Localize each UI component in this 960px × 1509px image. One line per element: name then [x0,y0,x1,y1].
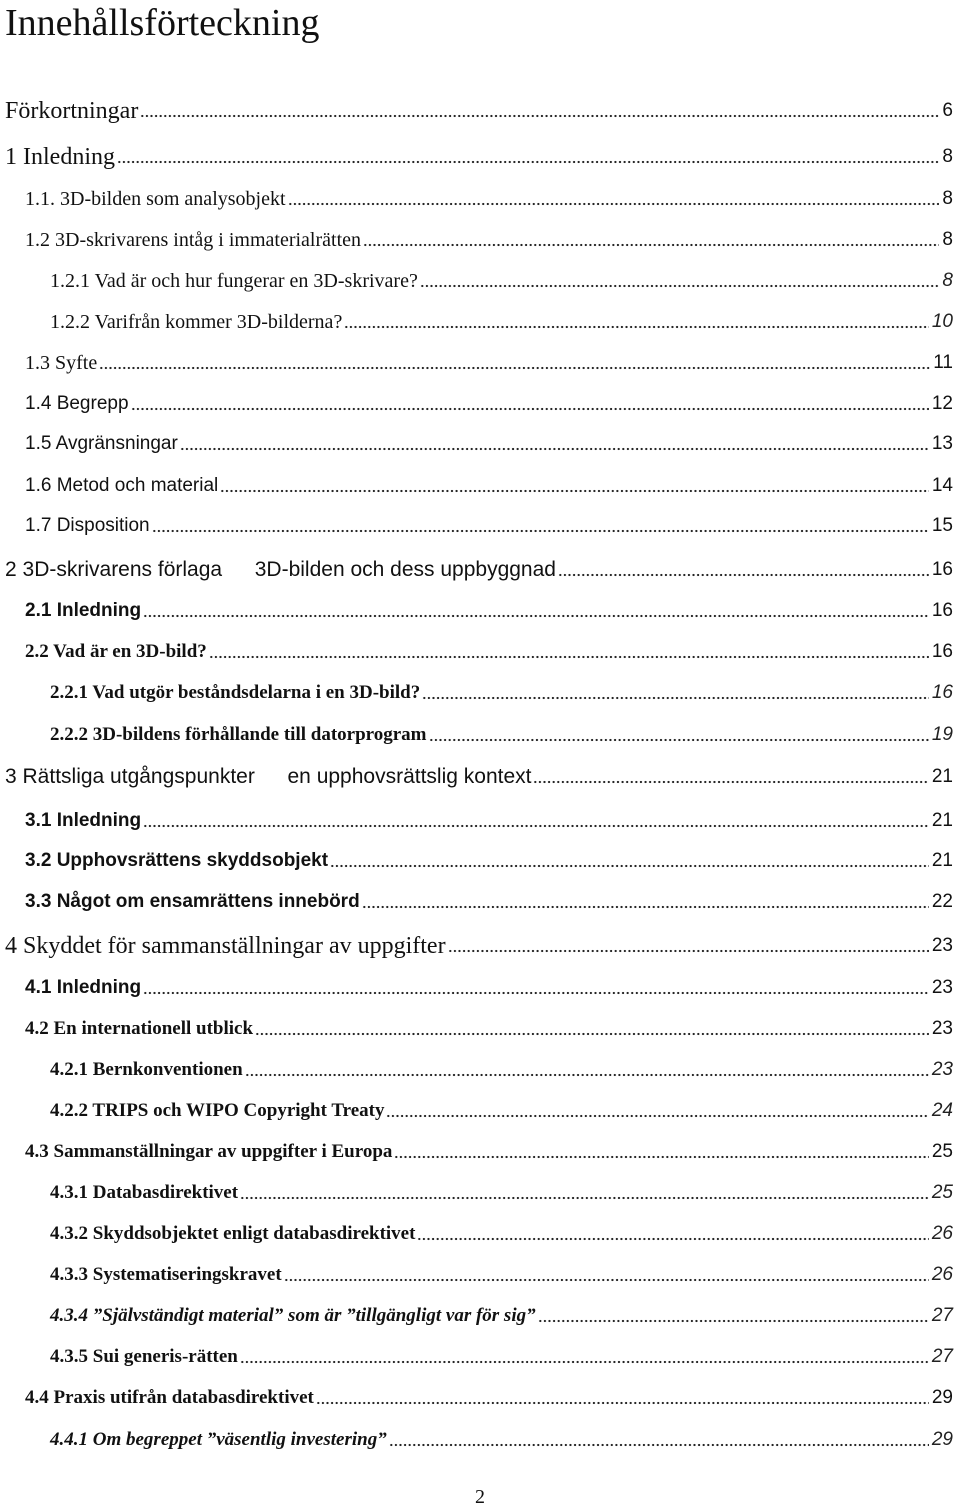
toc-entry-title: 4.2.1 Bernkonventionen [50,1059,243,1080]
toc-dot-leader [389,1425,929,1455]
toc-dot-leader [143,973,929,1003]
toc-dot-leader [330,846,929,876]
toc-entry-title: 3.3 Något om ensamrättens innebörd [25,891,360,912]
toc-entry [25,846,953,876]
toc-entry [50,1055,953,1085]
toc-dot-leader [245,1055,929,1085]
toc-dot-leader [420,266,940,296]
toc-dot-leader [99,348,930,378]
toc-entry-title: Förkortningar [5,98,139,124]
toc-dot-leader [429,720,929,750]
toc-entry-title: 1.4 Begrepp [25,393,129,414]
toc-entry-title: 4.1 Inledning [25,977,142,998]
toc-dot-leader [363,225,939,255]
toc-dot-leader [140,96,939,126]
toc-entry-page: 13 [931,433,953,454]
toc-dot-leader [143,596,929,626]
toc-dot-leader [558,555,929,585]
toc-entry [25,348,953,378]
toc-entry-page: 10 [931,311,953,332]
toc-entry-title: 4.4.1 Om begreppet ”väsentlig investering” [50,1429,387,1450]
toc-entry [25,1383,953,1413]
toc-entry [50,678,953,708]
toc-dot-leader [152,511,929,541]
toc-entry-title: 1.6 Metod och material [25,475,219,496]
toc-entry-page: 27 [931,1346,953,1367]
toc-entry-title: 1.5 Avgränsningar [25,433,178,454]
toc-dot-leader [316,1383,929,1413]
toc-dot-leader [448,931,929,961]
toc-dot-leader [284,1260,929,1290]
toc-entry [5,762,953,792]
toc-entry-title: 1.1. 3D-bilden som analysobjekt [25,188,286,210]
toc-entry [25,1137,953,1167]
toc-entry [50,307,953,337]
toc-entry [25,511,953,541]
toc-entry [25,596,953,626]
toc-entry-page: 25 [931,1182,953,1203]
toc-entry-title: 3 Rättsliga utgångspunkter en upphovsrättslig kontext [5,765,532,788]
toc-entry [25,806,953,836]
toc-entry-page: 26 [931,1223,953,1244]
toc-entry-title: 1 Inledning [5,144,115,170]
toc-entry [50,1260,953,1290]
toc-entry [25,389,953,419]
toc-dot-leader [209,637,929,667]
toc-entry [25,973,953,1003]
toc-entry [5,555,953,585]
toc-entry-title: 4.3.2 Skyddsobjektet enligt databasdirektivet [50,1223,416,1244]
toc-entry-title: 4.3 Sammanställningar av uppgifter i Europa [25,1141,393,1162]
toc-entry-title: 4.3.4 ”Självständigt material” som är ”tillgängligt var för sig” [50,1305,536,1326]
toc-entry-title: 2.2.1 Vad utgör beståndsdelarna i en 3D-bild? [50,682,421,703]
page-title: Innehållsförteckning [5,2,320,44]
toc-dot-leader [288,184,940,214]
toc-entry-page: 8 [942,146,953,167]
page-number-footer: 2 [475,1486,485,1508]
toc-entry-page: 19 [931,724,953,745]
toc-entry [50,1178,953,1208]
toc-entry-title: 4.4 Praxis utifrån databasdirektivet [25,1387,314,1408]
toc-entry-page: 14 [931,475,953,496]
toc-entry [5,931,953,961]
toc-entry-page: 21 [931,810,953,831]
toc-entry-page: 23 [931,1018,953,1039]
toc-entry [5,96,953,126]
toc-dot-leader [538,1301,929,1331]
toc-dot-leader [117,142,939,172]
toc-entry-page: 8 [942,188,953,209]
toc-entry-title: 4.3.3 Systematiseringskravet [50,1264,282,1285]
toc-entry-page: 8 [942,270,953,291]
toc-dot-leader [180,429,929,459]
toc-dot-leader [422,678,929,708]
toc-entry-page: 29 [931,1429,953,1450]
toc-entry-page: 22 [931,891,953,912]
toc-entry [50,1096,953,1126]
toc-entry-page: 16 [931,641,953,662]
toc-dot-leader [394,1137,928,1167]
toc-entry-page: 11 [933,352,953,373]
toc-dot-leader [220,471,929,501]
toc-entry-page: 21 [931,850,953,871]
toc-entry-title: 4 Skyddet för sammanställningar av uppgifter [5,933,446,959]
toc-entry-title: 3.2 Upphovsrättens skyddsobjekt [25,850,329,871]
toc-entry [50,1301,953,1331]
toc-dot-leader [344,307,929,337]
toc-entry-title: 2.2 Vad är en 3D-bild? [25,641,207,662]
toc-entry-title: 1.2 3D-skrivarens intåg i immaterialrätten [25,229,362,251]
toc-entry [50,266,953,296]
toc-entry-page: 23 [931,935,953,956]
toc-dot-leader [240,1178,929,1208]
toc-entry-page: 6 [942,100,953,121]
toc-entry-title: 1.7 Disposition [25,515,150,536]
toc-entry-page: 12 [931,393,953,414]
toc-entry-page: 8 [942,229,953,250]
toc-entry-page: 23 [931,1059,953,1080]
toc-entry-title: 4.2.2 TRIPS och WIPO Copyright Treaty [50,1100,385,1121]
toc-entry [25,471,953,501]
toc-entry [25,887,953,917]
toc-entry [25,1014,953,1044]
toc-entry-title: 2.1 Inledning [25,600,142,621]
toc-entry [50,1219,953,1249]
toc-entry-page: 16 [931,600,953,621]
toc-entry [5,142,953,172]
toc-dot-leader [240,1342,929,1372]
toc-entry-title: 3.1 Inledning [25,810,142,831]
toc-dot-leader [533,762,928,792]
toc-entry-title: 4.3.5 Sui generis-rätten [50,1346,238,1367]
toc-entry [25,184,953,214]
toc-entry [25,637,953,667]
toc-entry-title: 1.2.1 Vad är och hur fungerar en 3D-skrivare? [50,270,418,292]
toc-entry-title: 4.3.1 Databasdirektivet [50,1182,239,1203]
toc-entry-page: 16 [931,559,953,580]
toc-entry-title: 4.2 En internationell utblick [25,1018,254,1039]
toc-entry-title: 1.3 Syfte [25,352,98,374]
toc-entry [50,1342,953,1372]
toc-dot-leader [255,1014,929,1044]
toc-entry-page: 27 [931,1305,953,1326]
toc-entry [50,720,953,750]
toc-entry [25,429,953,459]
toc-entry-page: 15 [931,515,953,536]
toc-entry-page: 16 [931,682,953,703]
toc-entry-page: 21 [931,766,953,787]
toc-dot-leader [143,806,929,836]
toc-entry [25,225,953,255]
toc-dot-leader [386,1096,928,1126]
toc-entry-title: 2.2.2 3D-bildens förhållande till datorprogram [50,724,427,745]
toc-dot-leader [362,887,929,917]
toc-entry-page: 23 [931,977,953,998]
toc-entry-title: 2 3D-skrivarens förlaga 3D-bilden och dess uppbyggnad [5,558,556,581]
toc-entry-page: 25 [931,1141,953,1162]
toc-entry [50,1425,953,1455]
toc-entry-page: 26 [931,1264,953,1285]
toc-dot-leader [417,1219,928,1249]
toc-entry-page: 24 [931,1100,953,1121]
toc-entry-page: 29 [931,1387,953,1408]
toc-dot-leader [131,389,929,419]
toc-entry-title: 1.2.2 Varifrån kommer 3D-bilderna? [50,311,343,333]
